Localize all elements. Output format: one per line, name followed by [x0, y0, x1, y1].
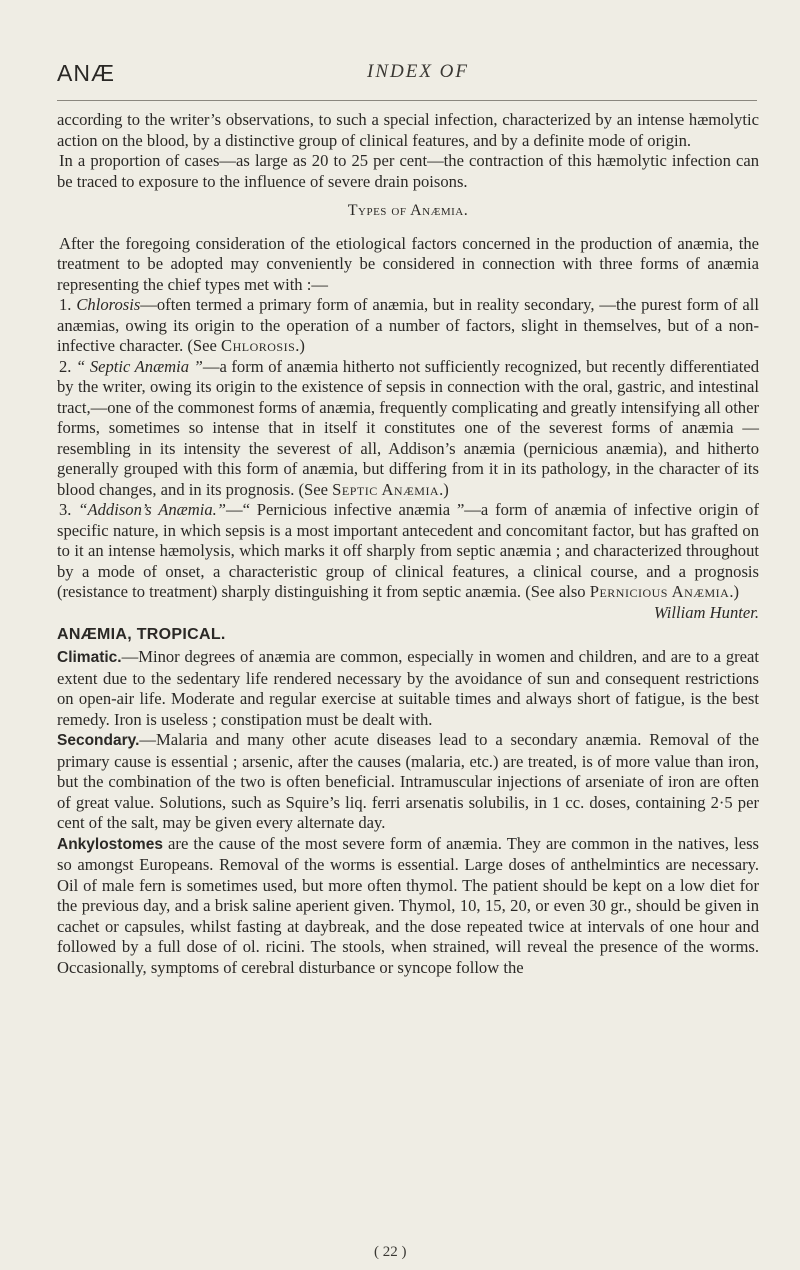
article-heading-anaemia-tropical: ANÆMIA, TROPICAL.: [57, 625, 226, 643]
body-text: [57, 110, 759, 978]
paragraph: according to the writer’s observations, to such a special infection, characterized by an intense hæmolytic action on the blood, by a distinctive group of clinical features, and by a definite mode of origin.: [57, 110, 759, 150]
header-rule: [57, 100, 757, 101]
type-description: —a form of anæmia hitherto not sufficiently recognized, but recently differentiated by the writer, owing its origin to the existence of sepsis in connection with the oral, gastric, and intestinal tract,—one of the commonest forms of anæmia, frequently complicating and greatly intensifying all other forms, sometimes so intense that in itself it constitutes one of the severest forms of anæmia — resembling in its intensity the severest of all, Addison’s anæmia (pernicious anæmia), and hitherto generally grouped with this form of anæmia, but differing from it in its pathology, in the character of its blood changes, and in its prognosis. (See: [57, 356, 759, 499]
running-head-title: INDEX OF: [367, 61, 470, 82]
subsection-climatic: [57, 647, 759, 730]
type-3-addisons-anaemia: [57, 500, 759, 622]
cross-reference: Pernicious Anæmia: [589, 582, 730, 601]
subsection-secondary: [57, 730, 759, 834]
type-number: 3.: [59, 500, 79, 519]
type-number: 1.: [59, 295, 77, 314]
paragraph: In a proportion of cases—as large as 20 to 25 per cent—the contraction of this hæmolytic infection can be traced to exposure to the influence of severe drain poisons.: [57, 151, 759, 191]
subsection-ankylostomes: [57, 834, 759, 979]
type-description: —“ Pernicious infective anæmia ”—a form of anæmia of infective origin of specific nature, in which sepsis is a most important antecedent and concomitant factor, but has grafted on to it an intense hæmolysis, which marks it off sharply from septic anæmia ; and characterized throughout by a mode of onset, a characteristic group of clinical features, a clinical course, and a prognosis (resistance to treatment) sharply distinguishing it from septic anæmia. (See also: [57, 500, 759, 601]
cross-reference: Septic Anæmia: [332, 479, 440, 499]
run-in-heading: Secondary.: [57, 732, 140, 749]
run-in-heading: Climatic.: [57, 649, 122, 666]
type-2-septic-anaemia: [57, 357, 759, 501]
ref-close: .): [295, 336, 305, 355]
author-signature: William Hunter.: [653, 602, 759, 622]
type-1-chlorosis: [57, 295, 759, 357]
cross-reference: Chlorosis: [221, 336, 296, 355]
type-term: “Addison’s Anæmia.”: [78, 500, 227, 519]
running-head-keyword: ANÆ: [57, 60, 115, 86]
subsection-text: are the cause of the most severe form of anæmia. They are common in the natives, less so amongst Europeans. Removal of the worms is essential. Large doses of anthelmintics are necessary. Oil of male fern is sometimes used, but more often thymol. The patient should be kept on a low diet for the previous day, and a brisk saline aperient given. Thymol, 10, 15, 20, or even 30 gr., should be given in cachet or capsules, whilst fasting at daybreak, and the dose repeated twice at intervals of one hour and followed by a full dose of ol. ricini. The stools, when strained, will reveal the presence of the worms. Occasionally, symptoms of cerebral disturbance or syncope follow the: [57, 833, 759, 977]
section-heading-types: Types of Anæmia.: [347, 202, 469, 219]
paragraph-types-intro: After the foregoing consideration of the etiological factors concerned in the production of anæmia, the treatment to be adopted may conveniently be considered in connection with three forms of anæmia representing the chief types met with :—: [57, 233, 759, 294]
running-head: [57, 60, 757, 90]
ref-close: .): [729, 582, 740, 601]
type-term: Chlorosis: [76, 295, 141, 314]
page-number: ( 22 ): [374, 1244, 407, 1260]
type-description: —often termed a primary form of anæmia, but in reality secondary, —the purest form of all anæmias, owing its origin to the operation of a number of factors, slight in themselves, but of a non-infective character. (See: [57, 295, 760, 355]
type-number: 2.: [59, 356, 77, 376]
run-in-heading: Ankylostomes: [57, 835, 163, 853]
type-term: “ Septic Anæmia ”: [76, 356, 203, 376]
ref-close: .): [439, 479, 449, 499]
subsection-text: —Minor degrees of anæmia are common, especially in women and children, and are to a great extent due to the sedentary life rendered necessary by the avoidance of sun and consequent restrictions on open-air life. Moderate and regular exercise at suitable times and always short of fatigue, is the best remedy. Iron is useless ; constipation must be dealt with.: [57, 647, 759, 729]
subsection-text: —Malaria and many other acute diseases lead to a secondary anæmia. Removal of the primary cause is essential ; arsenic, after the causes (malaria, etc.) are treated, is of more value than iron, but the combination of the two is often beneficial. Intramuscular injections of arseniate of iron are often of great value. Solutions, such as Squire’s liq. ferri arsenatis solubilis, in 1 cc. doses, containing 2·5 per cent of the salt, may be given every alternate day.: [57, 730, 759, 832]
